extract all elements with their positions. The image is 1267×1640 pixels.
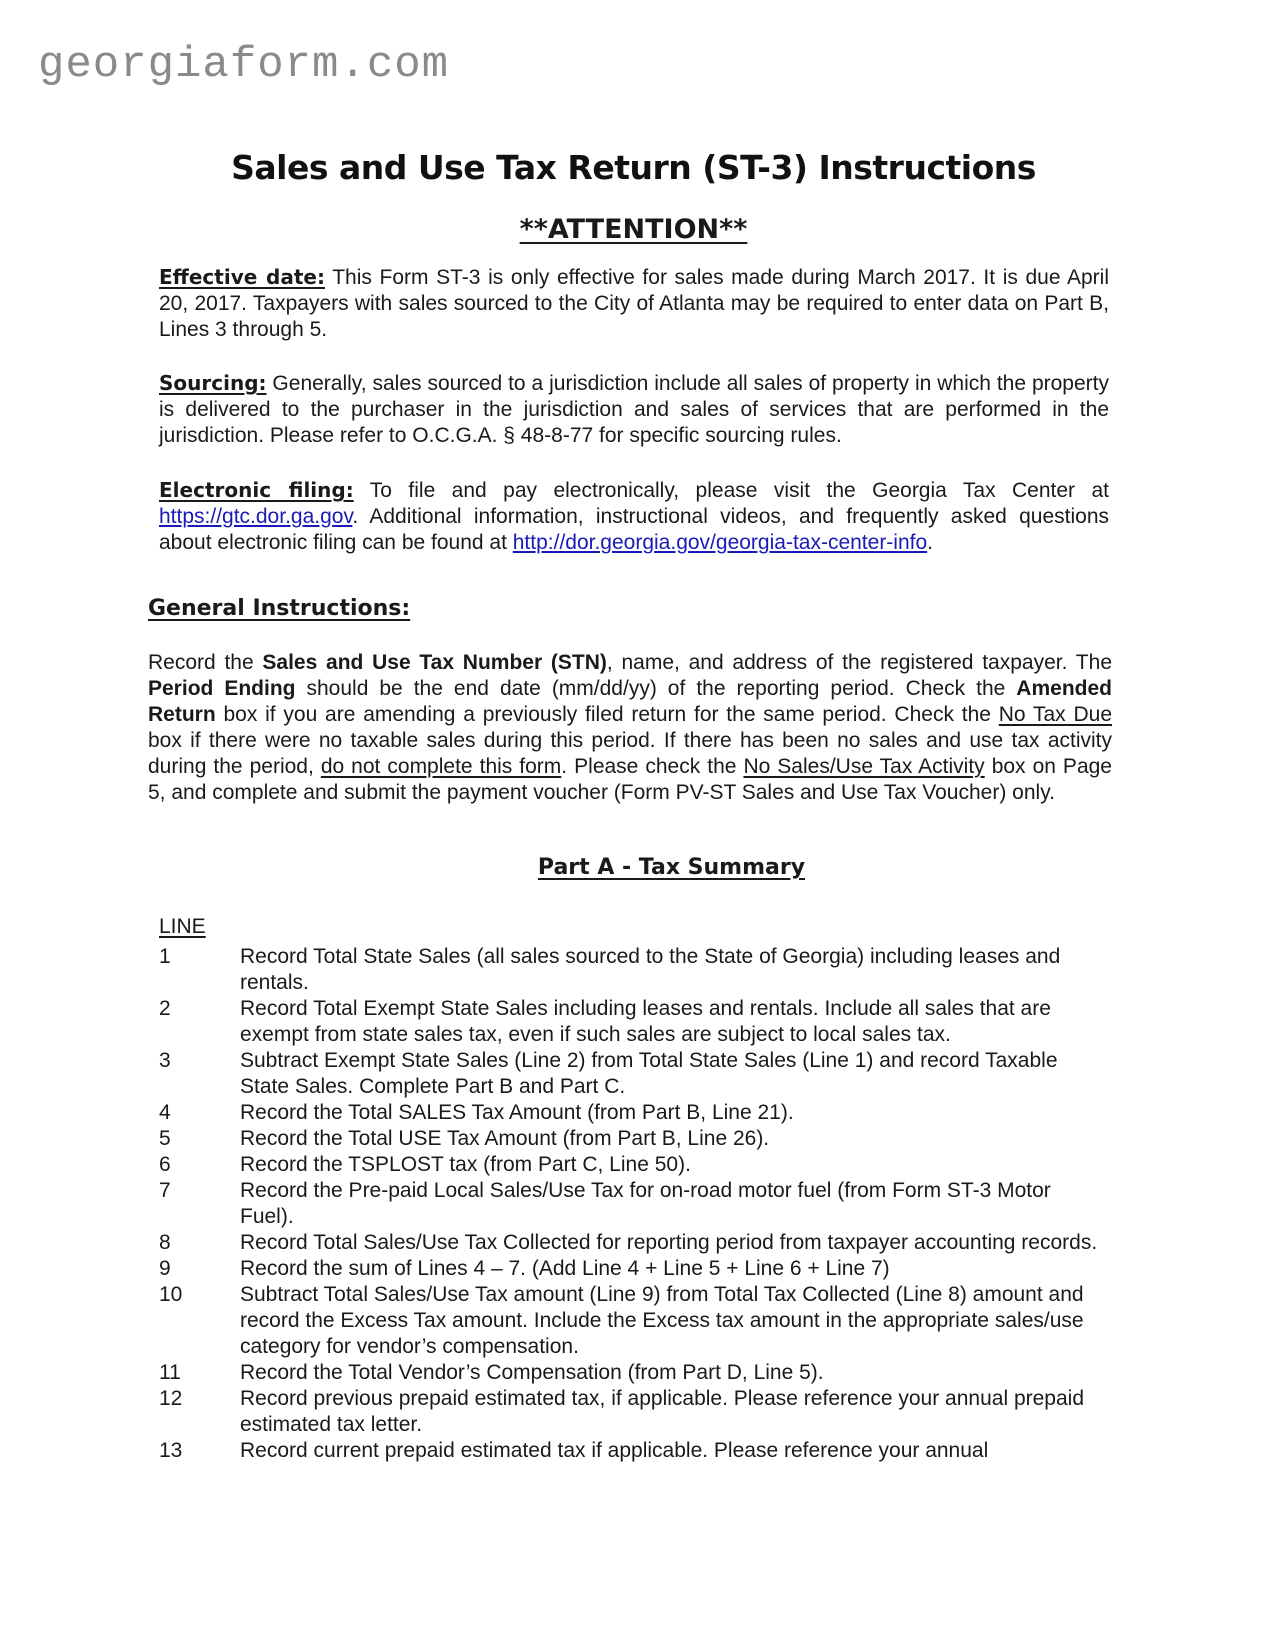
line-text: Record Total Sales/Use Tax Collected for reporting period from taxpayer accounting records.	[240, 1231, 1098, 1254]
line-number: 4	[159, 1101, 171, 1124]
line-number: 8	[159, 1231, 171, 1254]
sourcing-paragraph	[159, 370, 1109, 449]
electronic-filing-paragraph	[159, 477, 1109, 556]
line-item	[159, 1230, 1109, 1256]
sourcing-text: Generally, sales sourced to a jurisdiction include all sales of property in which the property is delivered to the purchaser in the jurisdiction and sales of services that are performed in the jurisdiction. Please refer to O.C.G.A. § 48-8-77 for specific sourcing rules.	[159, 372, 1109, 447]
general-instructions-heading: General Instructions:	[148, 596, 411, 621]
part-a-lines	[159, 914, 1109, 1464]
gi-text-7: box on Page 5, and complete and submit the payment voucher (Form PV-ST Sales and Use Tax Voucher) only.	[148, 755, 1112, 804]
sourcing-label: Sourcing:	[159, 371, 267, 395]
gi-text-4: box if you are amending a previously filed return for the same period. Check the	[215, 703, 999, 726]
line-rows	[159, 944, 1109, 1464]
line-item	[159, 1386, 1109, 1438]
attention-heading	[0, 214, 1267, 245]
line-item	[159, 1282, 1109, 1360]
georgia-tax-center-info-link[interactable]: http://dor.georgia.gov/georgia-tax-center-info	[512, 531, 928, 554]
line-item	[159, 944, 1109, 996]
line-item	[159, 1048, 1109, 1100]
line-item	[159, 996, 1109, 1048]
line-text: Record the sum of Lines 4 – 7. (Add Line 4 + Line 5 + Line 6 + Line 7)	[240, 1257, 890, 1280]
line-text: Record previous prepaid estimated tax, if applicable. Please reference your annual prepaid estimated tax letter.	[240, 1387, 1084, 1436]
gi-text-6: . Please check the	[561, 755, 744, 778]
gi-text-3: should be the end date (mm/dd/yy) of the reporting period. Check the	[295, 677, 1017, 700]
line-number: 12	[159, 1387, 183, 1410]
line-number: 5	[159, 1127, 171, 1150]
gi-no-sales-activity: No Sales/Use Tax Activity	[743, 755, 985, 778]
gi-stn: Sales and Use Tax Number (STN)	[262, 651, 607, 674]
line-text: Record Total Exempt State Sales including leases and rentals. Include all sales that are exempt from state sales tax, even if such sales are subject to local sales tax.	[240, 997, 1051, 1046]
line-item	[159, 1178, 1109, 1230]
electronic-filing-label: Electronic filing:	[159, 478, 354, 502]
gi-do-not-complete: do not complete this form	[320, 755, 562, 778]
line-number: 11	[159, 1361, 181, 1384]
gi-text-1: Record the	[148, 651, 263, 674]
gtc-link[interactable]: https://gtc.dor.ga.gov	[159, 505, 353, 528]
line-number: 10	[159, 1283, 183, 1306]
gi-period-ending: Period Ending	[148, 677, 296, 700]
gi-amended-return: Amended Return	[148, 677, 1112, 726]
page-title: Sales and Use Tax Return (ST-3) Instructions	[231, 148, 1036, 187]
line-text: Subtract Exempt State Sales (Line 2) from Total State Sales (Line 1) and record Taxable State Sales. Complete Part B and Part C.	[240, 1049, 1058, 1098]
line-number: 3	[159, 1049, 171, 1072]
effective-date-paragraph	[159, 264, 1109, 343]
line-text: Record the Total Vendor’s Compensation (from Part D, Line 5).	[240, 1361, 824, 1384]
line-number: 7	[159, 1179, 171, 1202]
line-text: Record the Total SALES Tax Amount (from Part B, Line 21).	[240, 1101, 794, 1124]
line-column-header: LINE	[159, 915, 206, 938]
line-text: Record Total State Sales (all sales sourced to the State of Georgia) including leases and rentals.	[240, 945, 1061, 994]
line-number: 13	[159, 1439, 183, 1462]
line-text: Subtract Total Sales/Use Tax amount (Line 9) from Total Tax Collected (Line 8) amount and record the Excess Tax amount. Include the Excess tax amount in the appropriate sales/use category for vendor’s compensation.	[240, 1283, 1084, 1358]
line-item	[159, 1100, 1109, 1126]
general-instructions-paragraph	[148, 650, 1112, 806]
line-item	[159, 1152, 1109, 1178]
part-a-heading-wrap	[0, 855, 1267, 880]
electronic-filing-text-2: . Additional information, instructional videos, and frequently asked questions about electronic filing can be found at	[159, 505, 1109, 554]
line-item	[159, 1256, 1109, 1282]
line-item	[159, 1438, 1109, 1464]
gi-text-2: , name, and address of the registered taxpayer. The	[606, 651, 1112, 674]
line-text: Record current prepaid estimated tax if applicable. Please reference your annual	[240, 1439, 989, 1462]
gi-text-5: box if there were no taxable sales during this period. If there has been no sales and use tax activity during the period,	[148, 729, 1112, 778]
electronic-filing-text: To file and pay electronically, please visit the Georgia Tax Center at	[353, 479, 1109, 502]
gi-no-tax-due: No Tax Due	[998, 703, 1113, 726]
line-text: Record the TSPLOST tax (from Part C, Line 50).	[240, 1153, 691, 1176]
line-number: 6	[159, 1153, 171, 1176]
line-text: Record the Total USE Tax Amount (from Part B, Line 26).	[240, 1127, 770, 1150]
line-number: 9	[159, 1257, 171, 1280]
electronic-filing-text-3: .	[927, 531, 934, 554]
line-number: 1	[159, 945, 171, 968]
attention-text: **ATTENTION**	[519, 214, 748, 245]
watermark: georgiaform.com	[38, 40, 450, 90]
line-number: 2	[159, 997, 171, 1020]
effective-date-text: This Form ST-3 is only effective for sales made during March 2017. It is due April 20, 2017. Taxpayers with sales sourced to the City of Atlanta may be required to enter data on Part B, Lines 3 through 5.	[159, 266, 1109, 341]
line-item	[159, 1360, 1109, 1386]
effective-date-label: Effective date:	[159, 265, 325, 289]
part-a-heading: Part A - Tax Summary	[537, 855, 806, 880]
line-item	[159, 1126, 1109, 1152]
line-text: Record the Pre-paid Local Sales/Use Tax for on-road motor fuel (from Form ST-3 Motor Fuel).	[240, 1179, 1051, 1228]
